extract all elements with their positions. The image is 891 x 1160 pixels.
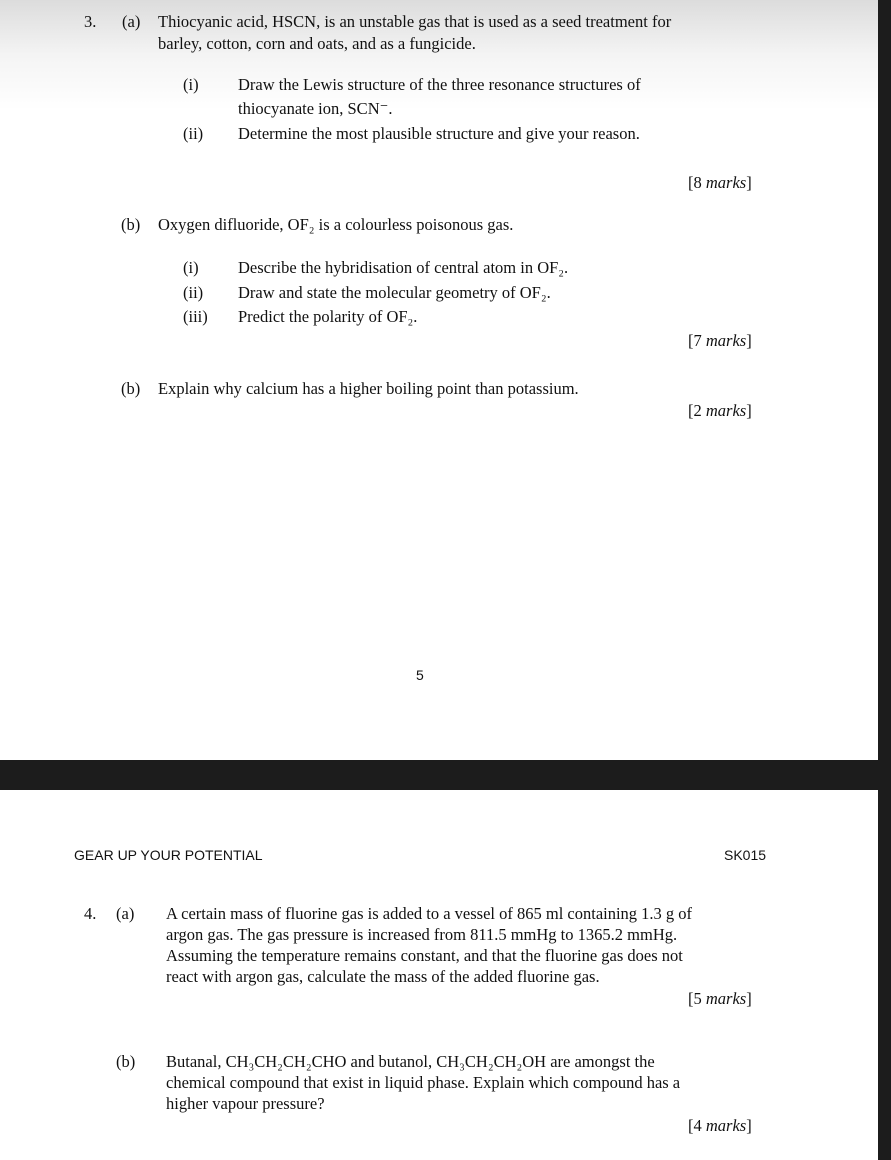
q3b1-iii-text: Predict the polarity of OF₂. — [238, 307, 418, 326]
q3b1-text: Oxygen difluoride, OF₂ is a colourless poisonous gas. — [158, 215, 514, 234]
q3b2-label: (b) — [121, 379, 141, 398]
q4b-text-line2: chemical compound that exist in liquid phase. Explain which compound has a — [166, 1073, 681, 1092]
q3b2-marks: [2 marks] — [688, 401, 752, 420]
q3a-text-line1: Thiocyanic acid, HSCN, is an unstable gas that is used as a seed treatment for — [158, 12, 672, 31]
page-edge-shadow — [878, 0, 891, 1160]
q3b1-iii-label: (iii) — [183, 307, 208, 326]
q3a-ii-label: (ii) — [183, 124, 204, 143]
q4a-text-line3: Assuming the temperature remains constant, and that the fluorine gas does not — [166, 946, 683, 965]
header-right: SK015 — [724, 847, 767, 863]
q4b-text-line3: higher vapour pressure? — [166, 1094, 325, 1113]
q3a-marks: [8 marks] — [688, 173, 752, 192]
question-3-number: 3. — [84, 12, 97, 31]
q3a-text-line2: barley, cotton, corn and oats, and as a fungicide. — [158, 34, 476, 53]
q3b2-text: Explain why calcium has a higher boiling point than potassium. — [158, 379, 579, 398]
q4a-text-line1: A certain mass of fluorine gas is added to a vessel of 865 ml containing 1.3 g of — [166, 904, 693, 923]
q3a-i-text-line2: thiocyanate ion, SCN⁻. — [238, 99, 393, 118]
page-separator — [0, 760, 891, 790]
q3b1-ii-text: Draw and state the molecular geometry of OF₂. — [238, 283, 551, 302]
q4a-text-line2: argon gas. The gas pressure is increased from 811.5 mmHg to 1365.2 mmHg. — [166, 925, 678, 944]
q3b1-label: (b) — [121, 215, 141, 234]
question-4-number: 4. — [84, 904, 97, 923]
q3a-label: (a) — [122, 12, 141, 31]
q4a-label: (a) — [116, 904, 135, 923]
header-left: GEAR UP YOUR POTENTIAL — [74, 847, 263, 863]
q4a-marks: [5 marks] — [688, 989, 752, 1008]
q3b1-marks: [7 marks] — [688, 331, 752, 350]
q4b-label: (b) — [116, 1052, 136, 1071]
q4a-text-line4: react with argon gas, calculate the mass of the added fluorine gas. — [166, 967, 600, 986]
page-number: 5 — [416, 667, 424, 683]
q3a-i-text-line1: Draw the Lewis structure of the three resonance structures of — [238, 75, 641, 94]
q4b-text-line1: Butanal, CH₃CH₂CH₂CHO and butanol, CH₃CH₂CH₂OH are amongst the — [166, 1052, 655, 1071]
q3b1-i-text: Describe the hybridisation of central atom in OF₂. — [238, 258, 569, 277]
q3b1-ii-label: (ii) — [183, 283, 204, 302]
q3a-ii-text: Determine the most plausible structure and give your reason. — [238, 124, 640, 143]
q4b-marks: [4 marks] — [688, 1116, 752, 1135]
q3a-i-label: (i) — [183, 75, 199, 94]
q3b1-i-label: (i) — [183, 258, 199, 277]
